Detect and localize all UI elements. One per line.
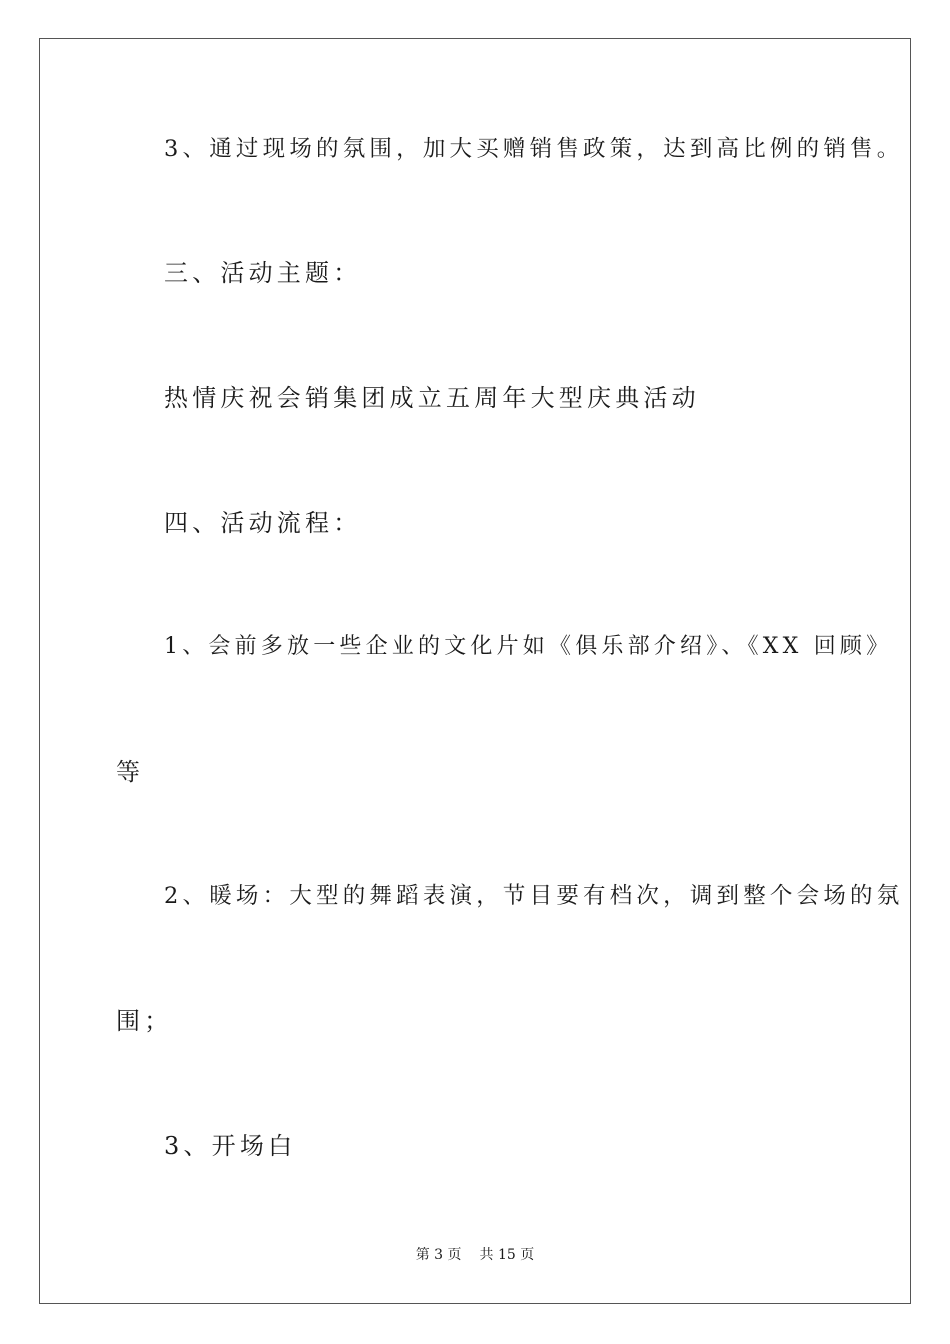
- section-heading-process: 四、活动流程：: [164, 509, 362, 537]
- page-number: 第 3 页: [415, 1247, 462, 1263]
- paragraph-step-1-continued: 等: [116, 758, 145, 786]
- page-border: [39, 38, 911, 1304]
- paragraph-step-2-continued: 围；: [116, 1007, 173, 1035]
- page-footer: [0, 1246, 950, 1264]
- paragraph-step-1: 1、会前多放一些企业的文化片如《俱乐部介绍》、《XX 回顾》: [164, 634, 893, 659]
- paragraph-sales-goal: 3、通过现场的氛围，加大买赠销售政策，达到高比例的销售。: [164, 136, 904, 162]
- paragraph-step-3: 3、开场白: [164, 1132, 297, 1160]
- section-heading-theme: 三、活动主题：: [164, 259, 362, 287]
- paragraph-step-2: 2、暖场：大型的舞蹈表演，节目要有档次，调到整个会场的氛: [164, 883, 904, 909]
- page-total: 共 15 页: [479, 1247, 535, 1263]
- paragraph-theme: 热情庆祝会销集团成立五周年大型庆典活动: [164, 384, 700, 412]
